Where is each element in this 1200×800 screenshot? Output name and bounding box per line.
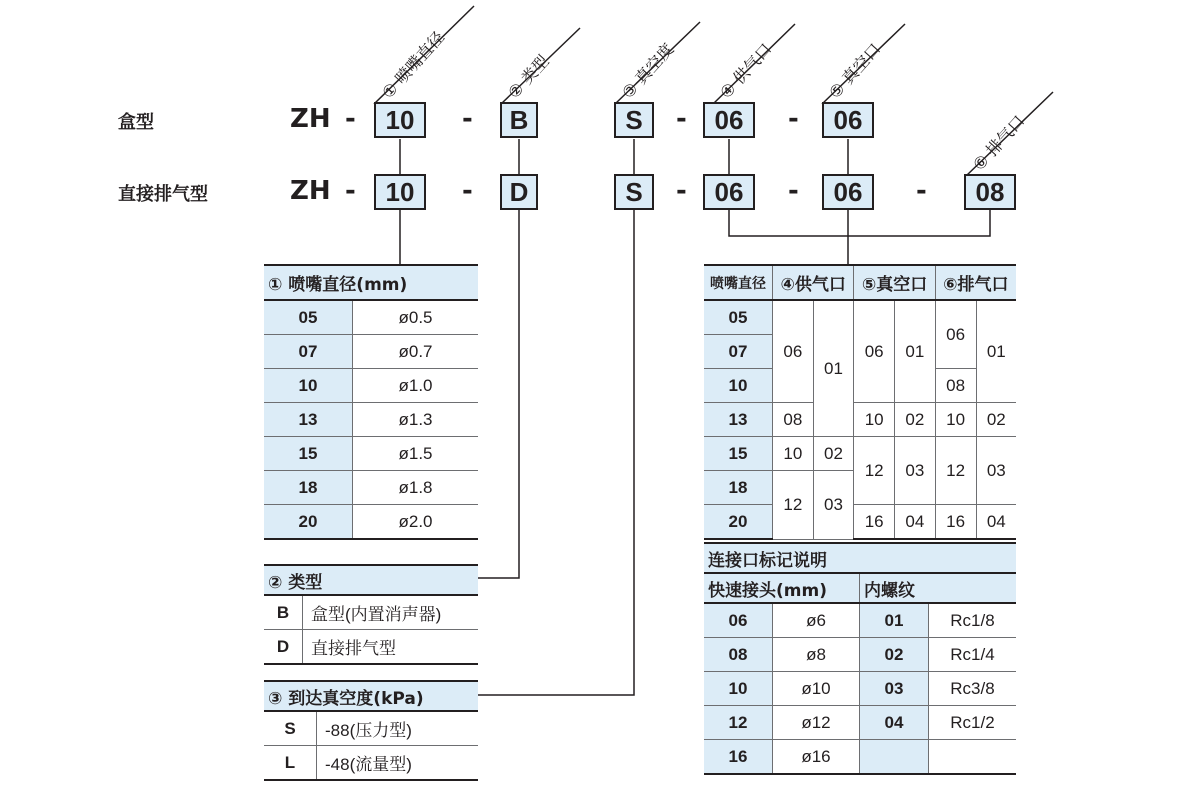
table-row: 13 08 10 02 10 02 <box>704 403 1016 437</box>
table-row: 06 ø6 01 Rc1/8 <box>704 603 1016 638</box>
table-row: 13 ø1.3 <box>264 403 478 437</box>
code-type: B <box>500 102 538 138</box>
table-row: 20 ø2.0 <box>264 505 478 540</box>
slant-label-type: ② 类型 <box>504 51 553 103</box>
code-nozzle: 10 <box>374 102 426 138</box>
model-prefix: ZH <box>290 176 331 206</box>
dash: - <box>676 104 687 134</box>
table-row: 18 12 03 <box>704 471 1016 505</box>
table-row: 16 ø16 <box>704 740 1016 775</box>
table-row: 05 06 01 06 01 06 01 <box>704 300 1016 335</box>
slant-label-supply: ④ 供气口 <box>716 39 776 103</box>
vacuum-table <box>264 680 478 781</box>
model-prefix: ZH <box>290 104 331 134</box>
code-exhaust: 08 <box>964 174 1016 210</box>
nozzle-table-title: ① 喷嘴直径(mm) <box>264 265 478 300</box>
dash: - <box>345 176 356 206</box>
connection-table: 连接口标记说明 快速接头(mm) 内螺纹 06 ø6 01 Rc1/8 08 ø8 02 Rc1/4 10 ø10 03 Rc3/8 12 ø12 04 Rc1/2 16 ø16 <box>704 542 1016 775</box>
port-table: 喷嘴直径 ④供气口 ⑤真空口 ⑥排气口 05 06 01 06 01 06 01 07 10 08 13 08 10 02 10 02 15 10 02 12 03 12 03 18 12 03 20 16 04 16 04 <box>704 264 1016 540</box>
dash: - <box>345 104 356 134</box>
table-row: 10 ø10 03 Rc3/8 <box>704 672 1016 706</box>
table-row: 07 ø0.7 <box>264 335 478 369</box>
row-label-box: 盒型 <box>118 112 154 133</box>
dash: - <box>916 176 927 206</box>
code-vacuum: S <box>614 102 654 138</box>
dash: - <box>788 176 799 206</box>
slant-label-exhaust: ⑥ 排气口 <box>969 111 1029 175</box>
table-row: B 盒型(内置消声器) <box>264 595 478 630</box>
conn-table-title: 连接口标记说明 <box>704 543 1016 573</box>
table-row: 18 ø1.8 <box>264 471 478 505</box>
table-row: S -88(压力型) <box>264 711 478 746</box>
table-row: 12 ø12 04 Rc1/2 <box>704 706 1016 740</box>
table-row: 15 10 02 12 03 12 03 <box>704 437 1016 471</box>
dash: - <box>462 176 473 206</box>
dash: - <box>462 104 473 134</box>
table-row: 20 16 04 16 04 <box>704 505 1016 540</box>
code-supply: 06 <box>703 174 755 210</box>
code-nozzle: 10 <box>374 174 426 210</box>
code-type: D <box>500 174 538 210</box>
table-row: 05 ø0.5 <box>264 300 478 335</box>
type-table-title: ② 类型 <box>264 565 478 595</box>
code-vacuum: S <box>614 174 654 210</box>
slant-label-vacuum: ③ 真空度 <box>618 39 678 103</box>
slant-label-nozzle: ① 喷嘴直径 <box>378 27 449 103</box>
code-vacuum-port: 06 <box>822 174 874 210</box>
dash: - <box>788 104 799 134</box>
table-row: 10 08 <box>704 369 1016 403</box>
nozzle-table <box>264 264 478 540</box>
table-row: 08 ø8 02 Rc1/4 <box>704 638 1016 672</box>
slant-label-vacuum-port: ⑤ 真空口 <box>825 39 885 103</box>
dash: - <box>676 176 687 206</box>
code-supply: 06 <box>703 102 755 138</box>
table-row: D 直接排气型 <box>264 630 478 665</box>
table-row: L -48(流量型) <box>264 746 478 781</box>
table-row: 07 <box>704 335 1016 369</box>
table-row: 10 ø1.0 <box>264 369 478 403</box>
type-table <box>264 564 478 665</box>
row-label-direct: 直接排气型 <box>118 184 208 205</box>
code-vacuum-port: 06 <box>822 102 874 138</box>
vacuum-table-title: ③ 到达真空度(kPa) <box>264 681 478 711</box>
table-row: 15 ø1.5 <box>264 437 478 471</box>
